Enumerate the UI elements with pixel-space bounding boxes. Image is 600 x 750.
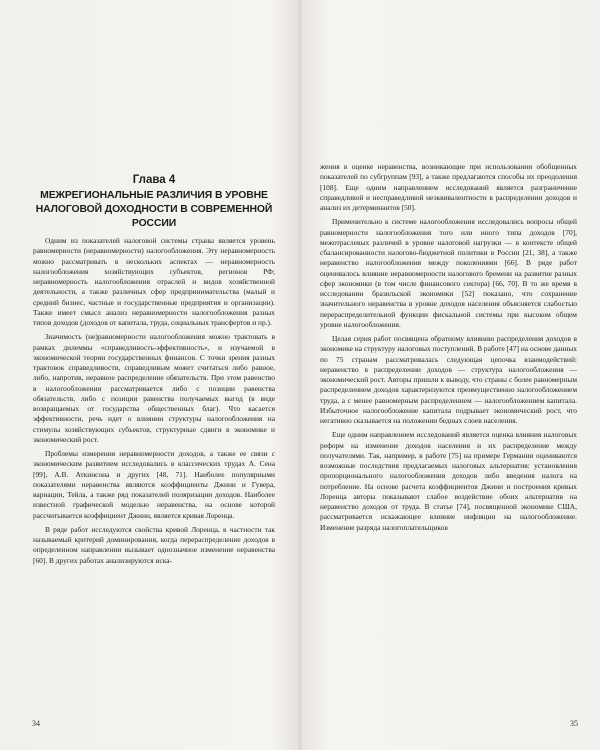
- right-page-body: [320, 162, 577, 533]
- chapter-title-line: РОССИИ: [131, 218, 177, 230]
- chapter-heading: [33, 173, 275, 232]
- right-page: [300, 0, 600, 750]
- page-number: 34: [32, 719, 40, 728]
- paragraph: Значимость (не)равномерности налогообложения можно трактовать в рамках дилеммы «справедливость-эффективность», и изучаемой в экономической теории государственных финансов. С точки зрения разных трактовок справедливости, справедливым может считаться либо равное, либо, напротив, неравное распределение обязательств. При этом равенство в налогообложении рассматривается либо с позиции равенства обязательств, либо с позиции равенства получаемых выгод (в виде возвращаемых от государства общественных благ). Что касается эффективности, речь идет о влиянии структуры налогообложения на стимулы хозяйствующих субъектов, структурные сдвиги в экономике и экономический рост.: [33, 332, 275, 444]
- paragraph: жения в оценке неравенства, возникающие при использовании обобщенных показателей по субгруппам [93], а также предлагаются способы их преодоления [108]. Еще одним направлением исследований является разграничение справедливой и несправедливой неэквивалентности в распределении доходов и анализ их детерминантов [50].: [320, 162, 577, 212]
- page-number: 35: [570, 719, 578, 728]
- paragraph: Одним из показателей налоговой системы страны является уровень равномерности (неравномерности) налогообложения. Эту неравномерность можно рассматривать в нескольких аспектах — неравномерность налогообложения хозяйствующих субъектов, регионов РФ; неравномерность налогообложения отраслей и видов хозяйственной деятельности, а также различных сфер предпринимательства (малый и средний бизнес, частные и государственные предприятия и организации). Также имеет смысл анализ неравномерности налогообложения разных типов доходов (доходов от капитала, труда, социальных трансфертов и пр.).: [33, 236, 275, 327]
- chapter-title-line: МЕЖРЕГИОНАЛЬНЫЕ РАЗЛИЧИЯ В УРОВНЕ: [40, 190, 268, 201]
- paragraph: Применительно к системе налогообложения исследовались вопросы общей равномерности налогообложения того или иного типа доходов [70], межотраслевых различий в уровне налоговой нагрузки — в контексте общей сбалансированности налогово-бюджетной политики в России [21, 38], а также неравенство налогообложения между поколениями [66]. В ряде работ оценивалось влияние неравномерности налогового бремени на развитие разных сфер экономики (в том числе финансового сектора) [66, 70]. В то же время в исследовании бразильской экономики [52] показано, что сохранение значительного неравенства в уровне доходов населения объясняется слабостью перераспределительной функции фискальной системы при высоком общем уровне налогообложения.: [320, 217, 577, 329]
- chapter-title-line: НАЛОГОВОЙ ДОХОДНОСТИ В СОВРЕМЕННОЙ: [35, 204, 273, 216]
- left-page-body: [33, 236, 275, 566]
- paragraph: В ряде работ исследуются свойства кривой Лоренца, в частности так называемый критерий доминирования, когда перераспределение доходов в определенном направлении вызывает однозначное изменение неравенства [60]. В других работах анализируются иска-: [33, 524, 275, 565]
- paragraph: Еще одним направлением исследований является оценка влияния налоговых реформ на изменение доходов населения и их распределение между получателями. Так, например, в работе [75] на примере Германии оцениваются возможные последствия предлагаемых налоговых альтернатив: установления пропорционального налогообложения доходов либо введения налога на потребление. На основе расчета коэффициентов Джини и построения кривых Лоренца авторы показывают слабое воздействие обоих альтернатив на неравенство доходов от труда. В статье [74], посвященной экономике США, рассматривается искажающее влияние инфляции на налогообложение. Изменение разряда налогоплательщиков: [320, 430, 577, 532]
- paragraph: Проблемы измерения неравномерности доходов, а также ее связи с экономическим развитием исследовались в классических трудах А. Сена [99], А.В. Аткинсона и других [48, 71]. Наиболее популярными показателями неравенства являются коэффициенты Джини и Гувера, вариации, Тейла, а также ряд показателей поляризации доходов. Наиболее известной графической моделью неравенства, на основе которой рассчитывается коэффициент Джини, является кривая Лоренца.: [33, 449, 275, 520]
- chapter-title: [33, 189, 275, 232]
- chapter-number: Глава 4: [132, 174, 176, 186]
- paragraph: Целая серия работ посвящена обратному влиянию распределения доходов в экономике на структуру налоговых поступлений. В работе [47] на основе данных по 75 странам рассматривалась следующая цепочка взаимодействий: неравенство в распределении доходов — структура налогообложения — экономический рост. Авторы пришли к выводу, что страны с более равномерным распределением доходов характеризуются преимущественно налогообложением труда, а с менее равномерным распределением — налогообложением капитала. Избыточное налогообложение капитала подрывает экономический рост, что негативно сказывается на положении бедных слоев населения.: [320, 334, 577, 425]
